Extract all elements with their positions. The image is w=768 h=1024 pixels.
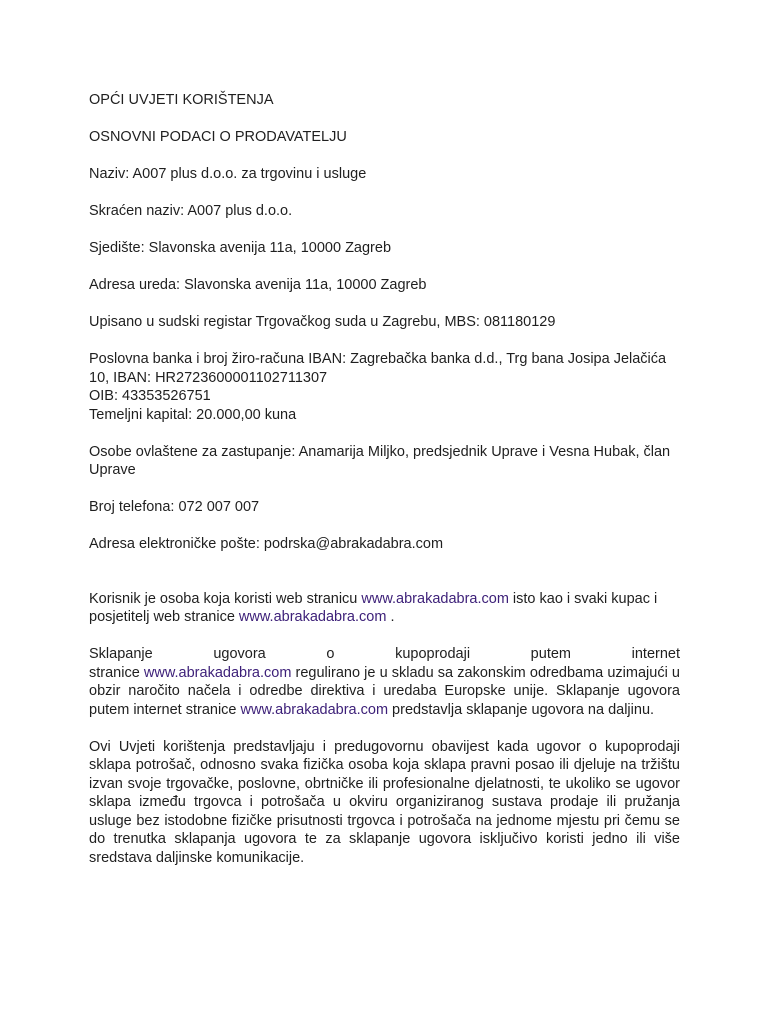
website-link[interactable]: www.abrakadabra.com: [361, 590, 509, 607]
contract-conclusion-text-2: regulirano je u skladu sa zakonskim odredbama uzimajući u obzir naročito načela i odredbe direktiva i uredaba Europske unije. Sklapanje ugovora putem internet stranice: [89, 664, 680, 718]
user-definition-paragraph: [89, 590, 680, 627]
document-title: OPĆI UVJETI KORIŠTENJA: [89, 92, 274, 108]
website-link[interactable]: www.abrakadabra.com: [240, 701, 389, 718]
user-definition-text-2: isto kao i svaki kupac i posjetitelj web stranice: [89, 590, 658, 625]
user-definition-text-1: Korisnik je osoba koja koristi web stranicu: [89, 590, 362, 607]
oib: OIB: 43353526751: [89, 388, 211, 404]
user-definition-text-3: .: [386, 609, 395, 625]
email-address: Adresa elektroničke pošte: podrska@abrakadabra.com: [89, 536, 444, 552]
section-heading: OSNOVNI PODACI O PRODAVATELJU: [89, 129, 347, 145]
phone-number: Broj telefona: 072 007 007: [89, 499, 260, 515]
office-address: Adresa ureda: Slavonska avenija 11a, 10000 Zagreb: [89, 277, 427, 293]
terms-document: [89, 90, 680, 867]
company-seat: Sjedište: Slavonska avenija 11a, 10000 Zagreb: [89, 240, 392, 256]
contract-conclusion-paragraph: [89, 645, 680, 719]
website-link[interactable]: www.abrakadabra.com: [238, 609, 387, 625]
contract-conclusion-body: [89, 664, 680, 720]
court-registry: Upisano u sudski registar Trgovačkog suda u Zagrebu, MBS: 081180129: [89, 314, 556, 330]
contract-conclusion-line-1: Sklapanje ugovora o kupoprodaji putem internet: [89, 646, 680, 662]
company-name: Naziv: A007 plus d.o.o. za trgovinu i usluge: [89, 166, 367, 182]
bank-line-2: 10, IBAN: HR2723600001102711307: [89, 369, 328, 386]
company-short-name: Skraćen naziv: A007 plus d.o.o.: [89, 203, 293, 219]
authorized-persons: Osobe ovlaštene za zastupanje: Anamarija Miljko, predsjednik Uprave i Vesna Hubak, član Uprave: [89, 443, 671, 478]
contract-conclusion-text-3: predstavlja sklapanje ugovora na daljinu.: [388, 701, 655, 718]
terms-scope-paragraph: Ovi Uvjeti korištenja predstavljaju i predugovornu obavijest kada ugovor o kupoprodaji sklapa potrošač, odnosno svaka fizička osoba koja sklapa pravni posao ili djeluje na tržištu izvan svoje trgovačke, poslovne, obrtničke ili profesionalne djelatnosti, te ukoliko se ugovor sklapa između trgovca i potrošača u okviru organiziranog sustava prodaje ili pružanja usluge bez istodobne fizičke prisutnosti trgovca i potrošača na jednome mjestu pri čemu se do trenutka sklapanja ugovora te za sklapanje ugovora isključivo koristi jedno ili više sredstava daljinske komunikacije.: [89, 738, 680, 866]
website-link[interactable]: www.abrakadabra.com: [143, 664, 292, 681]
contract-conclusion-text-1: stranice: [89, 664, 144, 681]
share-capital: Temeljni kapital: 20.000,00 kuna: [89, 406, 297, 423]
bank-line-1: Poslovna banka i broj žiro-računa IBAN: Zagrebačka banka d.d., Trg bana Josipa Jelačića: [89, 351, 667, 367]
bank-details: [89, 350, 680, 424]
